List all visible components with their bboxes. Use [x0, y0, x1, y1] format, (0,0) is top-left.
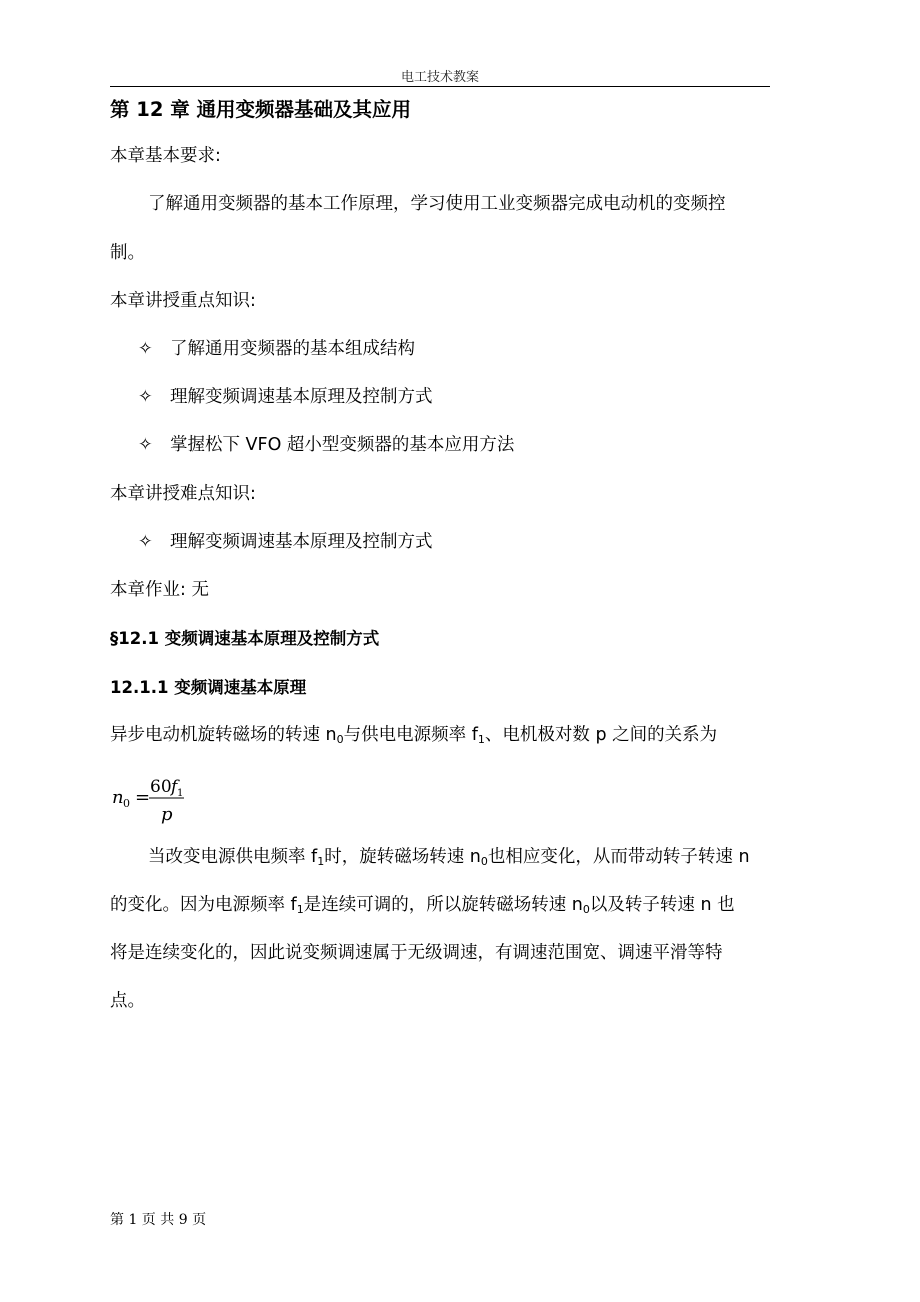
diamond-star-icon: ✧: [138, 532, 153, 552]
list-item: [138, 437, 514, 455]
diamond-star-icon: ✧: [138, 435, 153, 455]
homework-line: [110, 582, 209, 600]
page-header-title: 电工技术教案: [400, 70, 479, 85]
paragraph-text: 时，旋转磁场转速 n: [324, 847, 481, 867]
formula-lhs-sub: 0: [123, 797, 130, 810]
formula-numerator-sub: 1: [177, 788, 184, 799]
chapter-title: 第 12 章 通用变频器基础及其应用: [110, 98, 412, 121]
difficult-points-label: 本章讲授难点知识:: [110, 484, 256, 504]
subscript: 0: [582, 903, 590, 916]
list-item-text: 理解变频调速基本原理及控制方式: [170, 387, 433, 407]
diamond-star-icon: ✧: [138, 387, 153, 407]
paragraph-line: 点。: [110, 991, 145, 1011]
subscript: 0: [480, 855, 488, 868]
list-item: [138, 341, 415, 359]
paragraph-line: [110, 897, 735, 915]
intro-text: 异步电动机旋转磁场的转速 n: [110, 725, 337, 745]
list-item: [138, 534, 433, 552]
requirements-text: 了解通用变频器的基本工作原理，学习使用工业变频器完成电动机的变频控: [148, 194, 726, 214]
homework-value: 无: [191, 580, 209, 600]
homework-label: 本章作业:: [110, 580, 186, 600]
diamond-star-icon: ✧: [138, 339, 153, 359]
key-points-label: 本章讲授重点知识:: [110, 291, 256, 311]
list-item: [138, 389, 433, 407]
formula-lhs: n: [112, 787, 124, 808]
subscript: 1: [477, 733, 485, 746]
formula-numerator: 60: [150, 777, 172, 797]
list-item-text: 了解通用变频器的基本组成结构: [170, 339, 415, 359]
subscript: 1: [317, 855, 325, 868]
intro-text: 、电机极对数 p 之间的关系为: [484, 725, 718, 745]
requirements-label: 本章基本要求:: [110, 146, 221, 166]
list-item-text: 掌握松下 VFO 超小型变频器的基本应用方法: [170, 435, 515, 455]
list-item-text: 理解变频调速基本原理及控制方式: [170, 532, 433, 552]
speed-formula: [110, 772, 200, 828]
intro-text: 与供电电源频率 f: [343, 725, 478, 745]
requirements-text-cont: 制。: [110, 243, 145, 263]
formula-denominator: p: [161, 804, 173, 825]
paragraph-text: 以及转子转速 n 也: [589, 895, 735, 915]
header-divider: [110, 86, 770, 87]
subscript: 0: [336, 733, 344, 746]
paragraph-line: [148, 849, 750, 867]
section-title: §12.1 变频调速基本原理及控制方式: [110, 629, 380, 648]
paragraph-text: 也相应变化，从而带动转子转速 n: [487, 847, 750, 867]
formula-numerator-var: f: [171, 777, 178, 797]
formula-equals: =: [135, 787, 151, 808]
intro-sentence: [110, 727, 717, 745]
paragraph-line: 将是连续变化的，因此说变频调速属于无级调速，有调速范围宽、调速平滑等特: [110, 943, 723, 963]
page-footer: 第 1 页 共 9 页: [110, 1212, 207, 1228]
paragraph-text: 的变化。因为电源频率 f: [110, 895, 297, 915]
subscript: 1: [296, 903, 304, 916]
paragraph-text: 是连续可调的，所以旋转磁场转速 n: [303, 895, 583, 915]
paragraph-text: 当改变电源供电频率 f: [148, 847, 318, 867]
subsection-title: 12.1.1 变频调速基本原理: [110, 678, 307, 697]
